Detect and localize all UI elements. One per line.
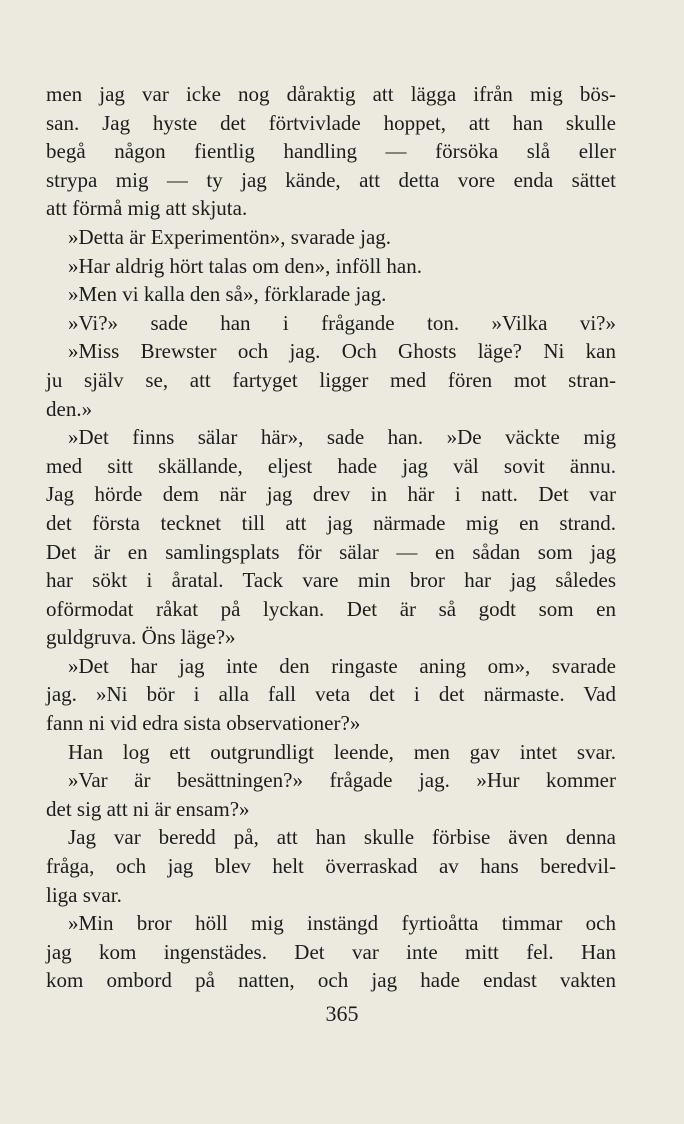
text-line: »Det har jag inte den ringaste aning om», svarade [68,653,616,678]
text-line: det sig att ni är ensam?» [46,796,250,821]
text-line: »Vi?» sade han i frågande ton. »Vilka vi?» [68,310,616,335]
text-line: att förmå mig att skjuta. [46,196,248,221]
text-line: det första tecknet till att jag närmade mig en strand. [46,510,616,535]
text-line: »Miss Brewster och jag. Och Ghosts läge? Ni kan [68,339,616,364]
text-line: liga svar. [46,882,122,907]
text-line: ju själv se, att fartyget ligger med fören mot stran- [46,367,616,392]
text-line: fann ni vid edra sista observationer?» [46,711,361,736]
text-line: »Men vi kalla den så», förklarade jag. [68,282,387,307]
text-line: Jag var beredd på, att han skulle förbise även denna [68,825,616,850]
text-line: men jag var icke nog dåraktig att lägga ifrån mig bös- [46,82,616,106]
text-line: kom ombord på natten, och jag hade endast vakten [46,968,616,993]
page-number: 365 [325,1001,359,1026]
text-line: san. Jag hyste det förtvivlade hoppet, att han skulle [46,110,616,135]
text-line: oförmodat råkat på lyckan. Det är så godt som en [46,596,616,621]
text-line: jag kom ingenstädes. Det var inte mitt fel. Han [46,939,616,964]
text-line: »Har aldrig hört talas om den», inföll han. [68,253,422,278]
text-line: den.» [46,396,93,421]
text-line: med sitt skällande, eljest hade jag väl sovit ännu. [46,453,616,478]
text-line: »Det finns sälar här», sade han. »De väckte mig [68,425,616,450]
text-line: guldgruva. Öns läge?» [46,625,236,650]
text-line: »Detta är Experimentön», svarade jag. [68,224,392,249]
text-line: fråga, och jag blev helt överraskad av hans beredvil- [46,854,616,879]
text-line: jag. »Ni bör i alla fall veta det i det närmaste. Vad [46,682,616,707]
text-line: har sökt i åratal. Tack vare min bror har jag således [46,568,616,593]
body-text [46,80,616,995]
text-line: Han log ett outgrundligt leende, men gav intet svar. [68,739,616,764]
text-line: begå någon fientlig handling — försöka slå eller [46,139,616,164]
text-line: Jag hörde dem när jag drev in här i natt. Det var [46,482,616,507]
text-line: »Var är besättningen?» frågade jag. »Hur kommer [68,768,616,793]
text-line: strypa mig — ty jag kände, att detta vore enda sättet [46,167,616,192]
text-line: »Min bror höll mig instängd fyrtioåtta timmar och [68,911,616,936]
text-line: Det är en samlingsplats för sälar — en sådan som jag [46,539,616,564]
